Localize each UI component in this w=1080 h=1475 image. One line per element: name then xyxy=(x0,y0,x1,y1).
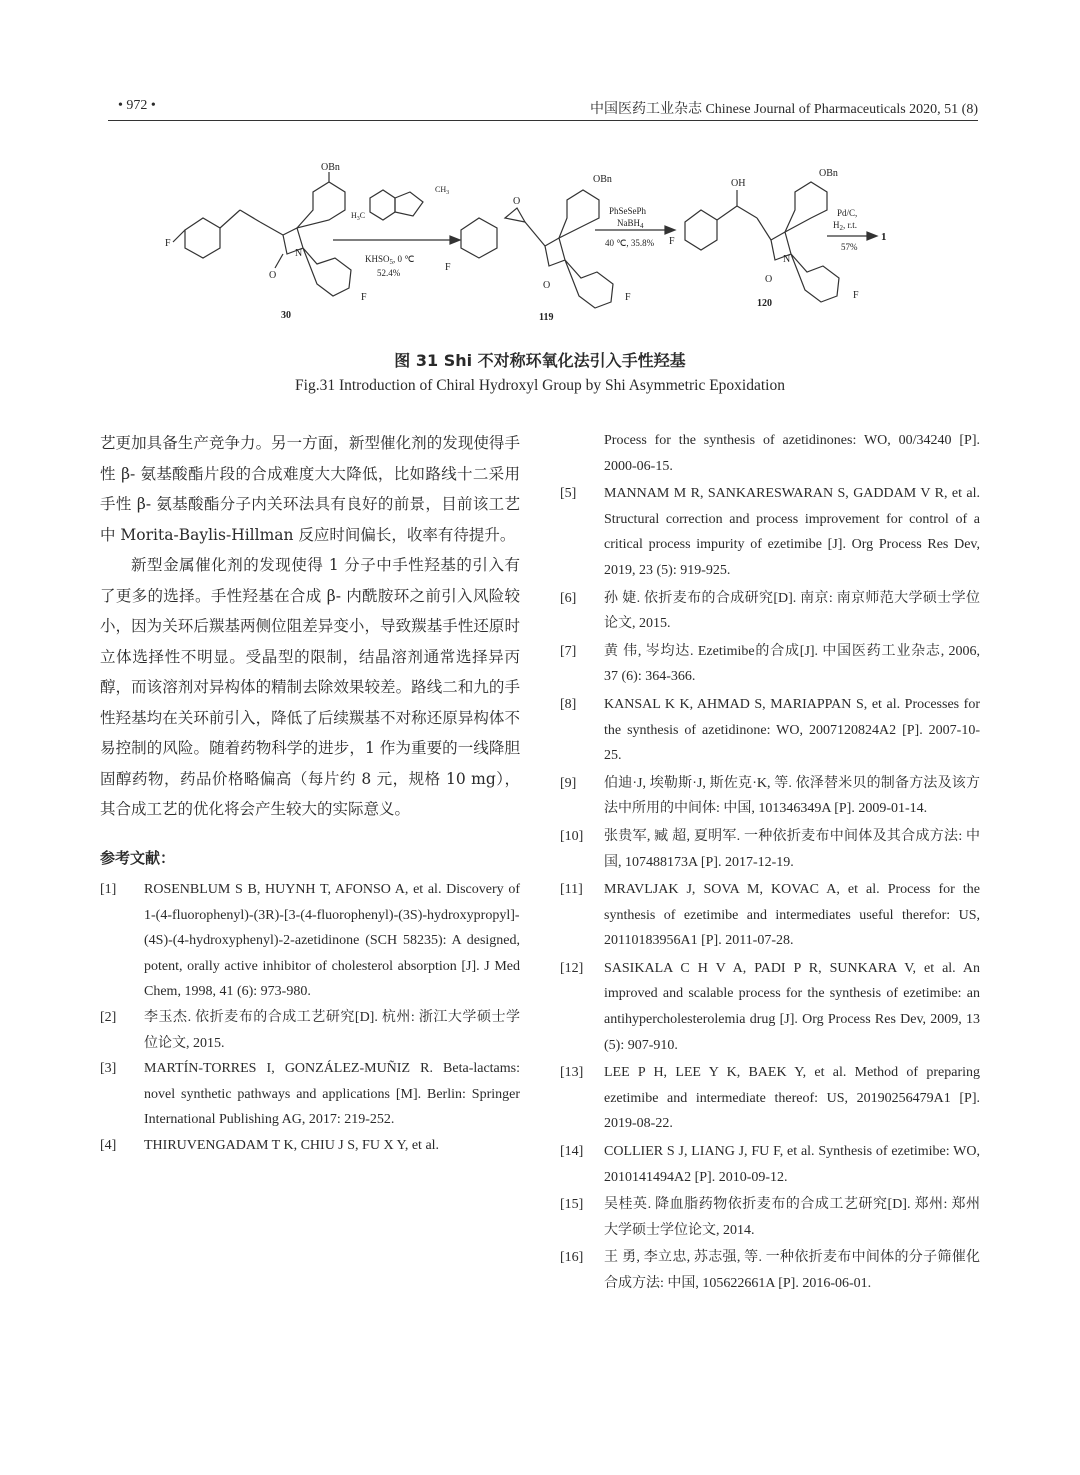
reference-number: [4] xyxy=(100,1137,117,1153)
obn-label-120: OBn xyxy=(819,168,838,179)
reference-item xyxy=(560,1060,980,1137)
reference-item xyxy=(560,639,980,690)
azetidinone-119 xyxy=(545,238,565,266)
oh-label: OH xyxy=(731,178,746,189)
reference-text: 伯迪·J, 埃勒斯·J, 斯佐克·K, 等. 依泽替米贝的制备方法及该方法中所用的中间体: 中国, 101346349A [P]. 2009-01-14. xyxy=(604,775,980,817)
figure-caption-cn: 图 31 Shi 不对称环氧化法引入手性羟基 xyxy=(394,351,686,370)
reference-text: ROSENBLUM S B, HUYNH T, AFONSO A, et al. Discovery of 1-(4-fluorophenyl)-(3R)-[3-(4-fluorophenyl)-(3S)-hydroxypropyl]-(4S)-(4-hydroxyphenyl)-2-azetidinone (SCH 58235): A designed, potent, orally active inhibitor of cholesterol absorption [J]. J Med Chem, 1998, 41 (6): 973-980. xyxy=(144,882,520,1000)
left-column xyxy=(100,428,520,1159)
references-heading: 参考文献： xyxy=(100,848,176,867)
o-label-30: O xyxy=(269,270,277,281)
reference-number: [7] xyxy=(560,643,577,659)
n-label-30: N xyxy=(295,248,303,259)
reference-text: COLLIER S J, LIANG J, FU F, et al. Synthesis of ezetimibe: WO, 2010141494A2 [P]. 2010-09-12. xyxy=(604,1144,980,1185)
reference-number: [5] xyxy=(560,486,577,502)
step2-conditions: 40 ℃, 35.8% xyxy=(605,238,655,248)
reference-text: MRAVLJAK J, SOVA M, KOVAC A, et al. Process for the synthesis of ezetimibe and intermediates useful therefor: US, 20110183956A1 [P]. 2011-07-28. xyxy=(604,882,980,949)
reference-item xyxy=(560,1192,980,1243)
n-label-120: N xyxy=(783,254,791,265)
compound-30-label: 30 xyxy=(281,310,291,321)
reference-text: Process for the synthesis of azetidinones: WO, 00/34240 [P]. 2000-06-15. xyxy=(604,433,980,474)
reference-number: [14] xyxy=(560,1144,584,1160)
step3-reagent2: $H_2$, r.t. xyxy=(833,220,858,232)
reference-item xyxy=(560,956,980,1058)
obn-label-30: OBn xyxy=(321,162,340,173)
product-label: 1 xyxy=(881,231,887,243)
fluorophenyl-ring-120 xyxy=(685,210,717,250)
scheme-drawing xyxy=(165,160,925,335)
reference-number: [8] xyxy=(560,696,577,712)
step1-yield: 52.4% xyxy=(377,268,401,278)
compound-120-label: 120 xyxy=(757,298,772,309)
reference-number: [2] xyxy=(100,1009,117,1025)
o-label-epoxide: O xyxy=(513,196,521,207)
references-list-right xyxy=(560,428,980,1297)
h3c-label: $H_3C$ xyxy=(351,211,366,222)
reaction-scheme xyxy=(165,160,925,335)
references-list-left xyxy=(100,877,520,1159)
reference-text: 孙 婕. 依折麦布的合成研究[D]. 南京: 南京师范大学硕士学位论文, 2015. xyxy=(604,590,980,632)
o-label-120: O xyxy=(765,274,773,285)
benzyloxy-ring-120 xyxy=(785,182,827,232)
reference-item xyxy=(560,692,980,769)
reference-text: THIRUVENGADAM T K, CHIU J S, FU X Y, et al. xyxy=(144,1137,440,1153)
reference-number: [11] xyxy=(560,882,583,898)
step1-conditions: $KHSO_5$, 0 ℃ xyxy=(365,254,415,266)
ch3-label: $CH_3$ xyxy=(435,185,450,196)
f-label-119b: F xyxy=(625,292,631,303)
reference-item xyxy=(560,824,980,875)
reference-number: [13] xyxy=(560,1065,584,1081)
reference-item xyxy=(560,1245,980,1296)
reference-number: [12] xyxy=(560,960,584,976)
step2-reagent1: PhSeSePh xyxy=(609,206,647,216)
reference-number: [10] xyxy=(560,828,584,844)
reference-item xyxy=(560,1139,980,1190)
benzyloxy-ring-119 xyxy=(559,190,599,238)
header-rule xyxy=(108,120,978,121)
reference-text: 李玉杰. 依折麦布的合成工艺研究[D]. 杭州: 浙江大学硕士学位论文, 2015. xyxy=(144,1009,520,1051)
reference-item xyxy=(100,1133,520,1159)
page-number: • 972 • xyxy=(118,98,156,113)
reference-number: [6] xyxy=(560,590,577,606)
reference-item xyxy=(100,877,520,1005)
journal-citation: 中国医药工业杂志 Chinese Journal of Pharmaceuticals 2020, 51 (8) xyxy=(589,102,978,117)
reference-number: [16] xyxy=(560,1250,584,1266)
o-label-119: O xyxy=(543,280,551,291)
reference-text: LEE P H, LEE Y K, BAEK Y, et al. Method of preparing ezetimibe and intermediate thereof: US, 20190256479A1 [P]. 2019-08-22. xyxy=(604,1065,980,1132)
benzyloxy-ring-30 xyxy=(297,182,345,228)
shi-catalyst xyxy=(370,190,395,220)
fluorophenyl-ring-119 xyxy=(461,218,497,258)
reference-text: KANSAL K K, AHMAD S, MARIAPPAN S, et al. Processes for the synthesis of azetidinone: WO, 2007120824A2 [P]. 2007-10-25. xyxy=(604,696,980,764)
f-label-119a: F xyxy=(445,262,451,273)
f-label-30b: F xyxy=(361,292,367,303)
reference-number: [15] xyxy=(560,1197,584,1213)
step3-reagent1: Pd/C, xyxy=(837,208,858,218)
figure-caption-en: Fig.31 Introduction of Chiral Hydroxyl Group by Shi Asymmetric Epoxidation xyxy=(295,377,785,394)
f-label-120a: F xyxy=(669,236,675,247)
step3-yield: 57% xyxy=(841,242,858,252)
reference-text: 张贵军, 臧 超, 夏明军. 一种依折麦布中间体及其合成方法: 中国, 107488173A [P]. 2017-12-19. xyxy=(604,828,980,870)
f-label-120b: F xyxy=(853,290,859,301)
n-aryl-ring-119 xyxy=(565,260,613,308)
reference-item xyxy=(560,428,980,479)
reference-number: [3] xyxy=(100,1061,117,1077)
reference-item xyxy=(100,1005,520,1056)
reference-text: MARTÍN-TORRES I, GONZÁLEZ-MUÑIZ R. Beta-lactams: novel synthetic pathways and applications [M]. Berlin: Springer International Publishing AG, 2017: 219-252. xyxy=(144,1061,520,1128)
fluorophenyl-ring-30 xyxy=(185,218,220,258)
obn-label-119: OBn xyxy=(593,174,612,185)
f-label-30a: F xyxy=(165,238,171,249)
reference-number: [9] xyxy=(560,775,577,791)
reference-item xyxy=(560,877,980,954)
body-paragraph-1: 艺更加具备生产竞争力。另一方面，新型催化剂的发现使得手性 β- 氨基酸酯片段的合成难度大大降低，比如路线十二采用手性 β- 氨基酸酯分子内关环法具有良好的前景，目前该工艺中 Morita-Baylis-Hillman 反应时间偏长，收率有待提升。 xyxy=(100,434,520,544)
step2-reagent2: NaBH$_4$ xyxy=(617,218,644,230)
reference-item xyxy=(100,1056,520,1133)
right-column xyxy=(560,428,980,1299)
n-aryl-ring-30 xyxy=(303,248,351,296)
reference-text: 吴桂英. 降血脂药物依折麦布的合成工艺研究[D]. 郑州: 郑州大学硕士学位论文, 2014. xyxy=(604,1197,980,1238)
reference-item xyxy=(560,771,980,822)
epoxide-119 xyxy=(505,208,525,222)
compound-119-label: 119 xyxy=(539,312,554,323)
running-header xyxy=(108,96,978,120)
reference-item xyxy=(560,481,980,583)
reference-text: 王 勇, 李立忠, 苏志强, 等. 一种依折麦布中间体的分子筛催化合成方法: 中国, 105622661A [P]. 2016-06-01. xyxy=(604,1250,980,1291)
reference-number: [1] xyxy=(100,882,117,897)
reference-text: 黄 伟, 岑均达. Ezetimibe的合成[J]. 中国医药工业杂志, 2006, 37 (6): 364-366. xyxy=(604,643,980,685)
reference-text: MANNAM M R, SANKARESWARAN S, GADDAM V R, et al. Structural correction and process improvement for control of a critical process impurity of ezetimibe [J]. Org Process Res Dev, 2019, 23 (5): 919-925. xyxy=(604,486,980,578)
n-aryl-ring-120 xyxy=(791,254,839,302)
reference-text: SASIKALA C H V A, PADI P R, SUNKARA V, et al. An improved and scalable process for the synthesis of ezetimibe: an antihypercholesterolemia drug [J]. Org Process Res Dev, 2009, 13 (5): 907-910. xyxy=(604,960,980,1053)
reference-item xyxy=(560,586,980,637)
body-paragraph-2: 新型金属催化剂的发现使得 1 分子中手性羟基的引入有了更多的选择。手性羟基在合成 β- 内酰胺环之前引入风险较小，因为关环后羰基两侧位阻差异变小，导致羰基手性还原时立体选择性不明显。受晶型的限制，结晶溶剂通常选择异丙醇，而该溶剂对异构体的精制去除效果较差。路线二和九的手性羟基均在关环前引入，降低了后续羰基不对称还原异构体不易控制的风险。随着药物科学的进步，1 作为重要的一线降胆固醇药物，药品价格略偏高（每片约 8 元，规格 10 mg），其合成工艺的优化将会产生较大的实际意义。 xyxy=(100,556,520,818)
